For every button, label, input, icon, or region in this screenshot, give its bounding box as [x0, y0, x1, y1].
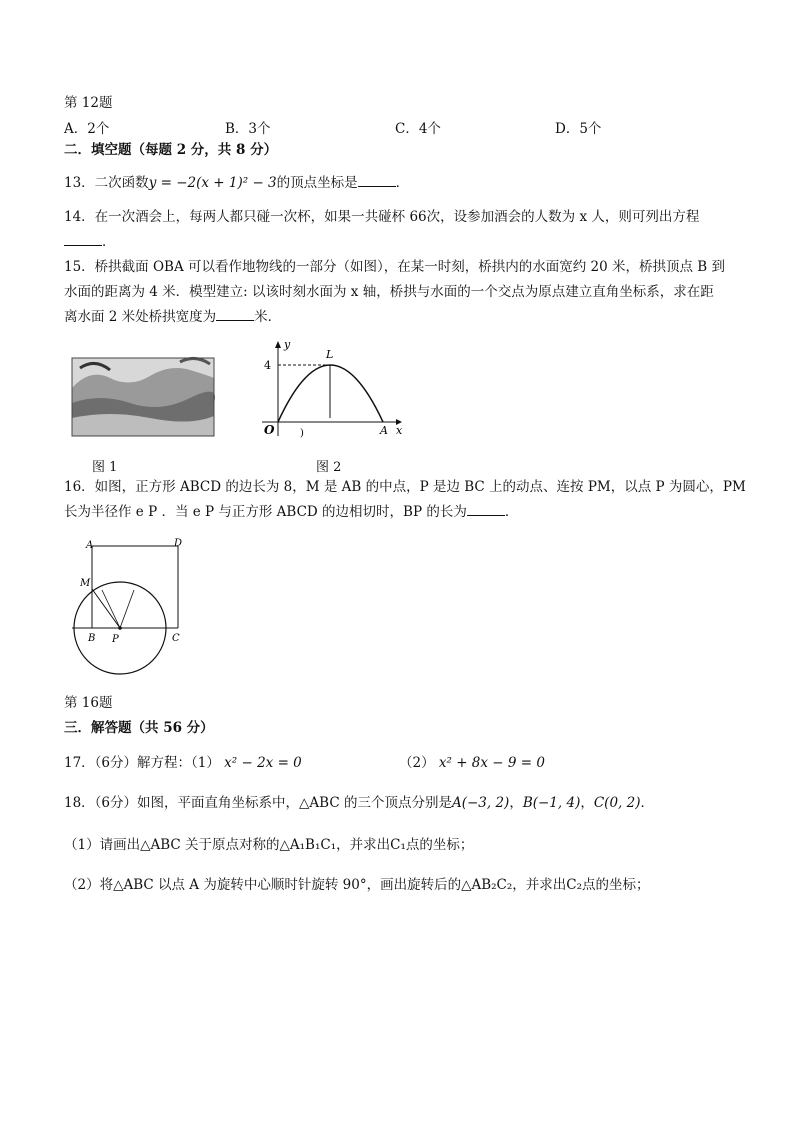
q18-line1-prefix: 18．（6分）如图，平面直角坐标系中，△ABC 的三个顶点分别是 [64, 795, 452, 811]
q12-option-a: A．2个 [64, 121, 110, 137]
q15-answer-blank[interactable] [216, 308, 254, 321]
q16-line2-prefix: 长为半径作 e P ．当 e P 与正方形 ABCD 的边相切时，BP 的长为 [64, 504, 467, 520]
fig16-M-label: M [80, 578, 91, 589]
question-15-line3 [64, 308, 281, 326]
q13-suffix: 的顶点坐标是 [276, 175, 358, 191]
fig2-x-label: x [396, 424, 403, 437]
question-16-line1: 16．如图，正方形 ABCD 的边长为 8，M 是 AB 的中点，P 是边 BC 上的动点、连按 PM，以点 P 为圆心，PM [64, 479, 746, 495]
q12-option-c: C．4个 [395, 121, 441, 137]
fig2-O-label: O [264, 423, 275, 437]
question-14-line2 [64, 233, 116, 251]
fig16-D-label: D [174, 538, 183, 549]
q18-end: ． [640, 795, 654, 811]
q18-point-a: A(−3, 2) [451, 795, 510, 811]
q15-line3-suffix: 米． [254, 309, 282, 325]
q16-line2-suffix: ． [504, 504, 519, 520]
q12-option-b: B．3个 [225, 121, 271, 137]
q17-prefix: 17．（6分）解方程：（1） [64, 755, 220, 771]
q17-equation-2: x² + 8x − 9 = 0 [438, 755, 545, 771]
q13-end: ． [395, 175, 410, 191]
fig2-four-label: 4 [264, 359, 271, 372]
section2-title: 二．填空题（每题 2 分，共 8 分） [64, 142, 278, 158]
question-18-part2: （2）将△ABC 以点 A 为旋转中心顺时针旋转 90°，画出旋转后的△AB₂C₂，并求出C₂点的坐标； [64, 877, 650, 893]
figure-2-caption: 图 2 [316, 460, 342, 475]
q14-end: ． [102, 234, 116, 250]
q13-prefix: 13．二次函数 [64, 175, 149, 191]
q18-sep-2: ， [580, 795, 594, 811]
question-18-part1: （1）请画出△ABC 关于原点对称的△A₁B₁C₁，并求出C₁点的坐标； [64, 837, 474, 853]
q16-answer-blank[interactable] [467, 503, 505, 516]
figure-1-bridge-photo [70, 348, 216, 438]
fig2-y-label: y [284, 338, 291, 351]
fig16-B-label: B [88, 633, 96, 644]
question-14-line1: 14．在一次酒会上，每两人都只碰一次杯，如果一共碰杯 66次，设参加酒会的人数为 x 人，则可列出方程 [64, 209, 700, 225]
figure-16-square-circle [62, 534, 202, 676]
figure-2-parabola [250, 338, 410, 442]
section3-title: 三．解答题（共 56 分） [64, 720, 214, 736]
question-16-line2 [64, 503, 518, 521]
q12-label: 第 12题 [64, 95, 113, 111]
fig16-A-label: A [86, 540, 94, 551]
q15-line3-prefix: 离水面 2 米处桥拱宽度为 [64, 309, 217, 325]
q17-equation-1: x² − 2x = 0 [224, 755, 302, 771]
fig16-P-label: P [112, 634, 119, 645]
fig2-L-label: L [326, 348, 334, 361]
question-17 [64, 754, 302, 772]
q13-answer-blank[interactable] [358, 174, 396, 187]
q18-point-b: B(−1, 4) [522, 795, 581, 811]
q12-option-d: D．5个 [555, 121, 602, 137]
question-15-line1: 15．桥拱截面 OBA 可以看作地物线的一部分（如图），在某一时刻，桥拱内的水面宽约 20 米，桥拱顶点 B 到 [64, 259, 726, 275]
q13-formula: y = −2(x + 1)² − 3 [148, 175, 277, 191]
figure-1-caption: 图 1 [92, 460, 118, 475]
fig2-A-label: A [380, 424, 388, 437]
question-13 [64, 174, 409, 192]
question-18-line1 [64, 794, 654, 812]
q17-part2-label: （2） [399, 755, 435, 771]
question-15-line2: 水面的距离为 4 米．模型建立: 以该时刻水面为 x 轴，桥拱与水面的一个交点为原点建立直角坐标系，求在距 [64, 284, 714, 300]
q18-point-c: C(0, 2) [593, 795, 641, 811]
q14-answer-blank[interactable] [64, 233, 102, 246]
q16-figure-label: 第 16题 [64, 695, 113, 711]
q18-sep-1: ， [509, 795, 523, 811]
fig2-mark-label: ) [300, 428, 304, 439]
question-17-part2 [399, 754, 545, 772]
fig16-C-label: C [172, 633, 180, 644]
